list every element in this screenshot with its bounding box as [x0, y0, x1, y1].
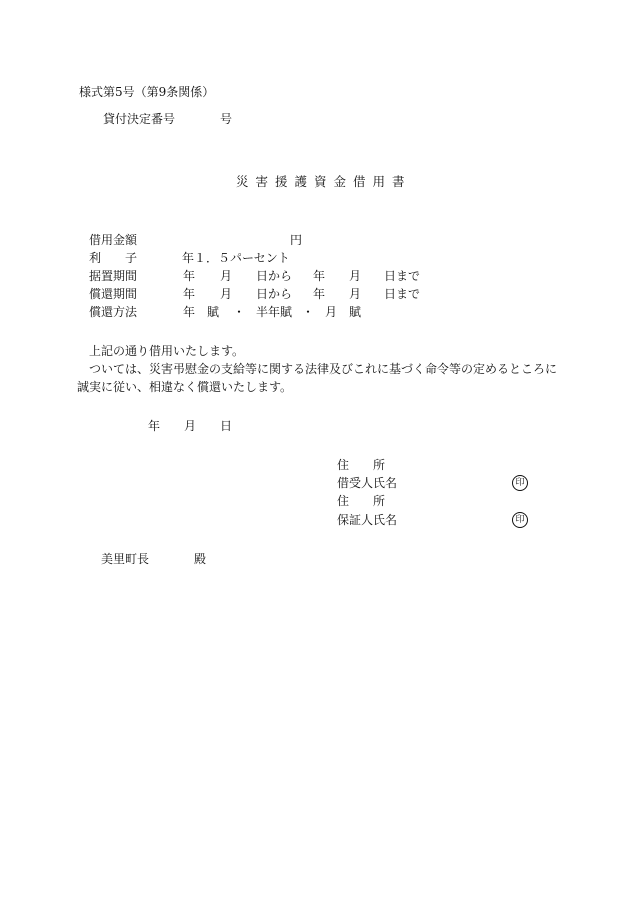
- method-annual: 年 賦: [183, 305, 220, 319]
- recipient-honorific: 殿: [194, 552, 207, 566]
- body-line-1: 上記の通り借用いたします。: [89, 344, 245, 358]
- grace-end-month: 月: [349, 269, 362, 283]
- seal-icon: 印: [512, 512, 528, 528]
- page-title: 災害援護資金借用書: [236, 174, 412, 189]
- amount-label: 借用金額: [89, 233, 138, 247]
- amount-unit: 円: [290, 233, 303, 247]
- method-monthly: 月 賦: [325, 305, 362, 319]
- decision-number-label: 貸付決定番号: [103, 112, 176, 126]
- decision-number-suffix: 号: [220, 112, 233, 126]
- guarantor-name-label: 保証人氏名: [337, 513, 398, 527]
- grace-start-month: 月: [220, 269, 233, 283]
- repay-end-month: 月: [349, 287, 362, 301]
- grace-period-label: 据置期間: [89, 269, 138, 283]
- borrower-address-label: 住 所: [337, 458, 386, 472]
- repay-end-year: 年: [313, 287, 326, 301]
- recipient-name: 美里町長: [101, 552, 150, 566]
- repay-end-day: 日まで: [384, 287, 421, 301]
- date-month: 月: [184, 419, 197, 433]
- borrower-name-label: 借受人氏名: [337, 476, 398, 490]
- date-day: 日: [220, 419, 233, 433]
- guarantor-address-label: 住 所: [337, 494, 386, 508]
- repay-start-month: 月: [220, 287, 233, 301]
- body-line-3: 誠実に従い、相違なく償還いたします。: [77, 380, 293, 394]
- interest-value: 年１．５パーセント: [182, 251, 290, 265]
- date-year: 年: [148, 419, 161, 433]
- repay-method-label: 償還方法: [89, 305, 138, 319]
- method-bullet: ・: [302, 305, 315, 319]
- repay-period-label: 償還期間: [89, 287, 138, 301]
- method-bullet: ・: [233, 305, 246, 319]
- method-semiannual: 半年賦: [256, 305, 293, 319]
- grace-start-day: 日から: [256, 269, 293, 283]
- grace-end-year: 年: [313, 269, 326, 283]
- body-line-2: ついては、災害弔慰金の支給等に関する法律及びこれに基づく命令等の定めるところに: [89, 362, 558, 376]
- interest-label: 利 子: [89, 251, 138, 265]
- repay-start-day: 日から: [256, 287, 293, 301]
- grace-end-day: 日まで: [384, 269, 421, 283]
- style-number: 様式第5号（第9条関係）: [79, 85, 215, 99]
- repay-start-year: 年: [183, 287, 196, 301]
- grace-start-year: 年: [183, 269, 196, 283]
- seal-icon: 印: [512, 475, 528, 491]
